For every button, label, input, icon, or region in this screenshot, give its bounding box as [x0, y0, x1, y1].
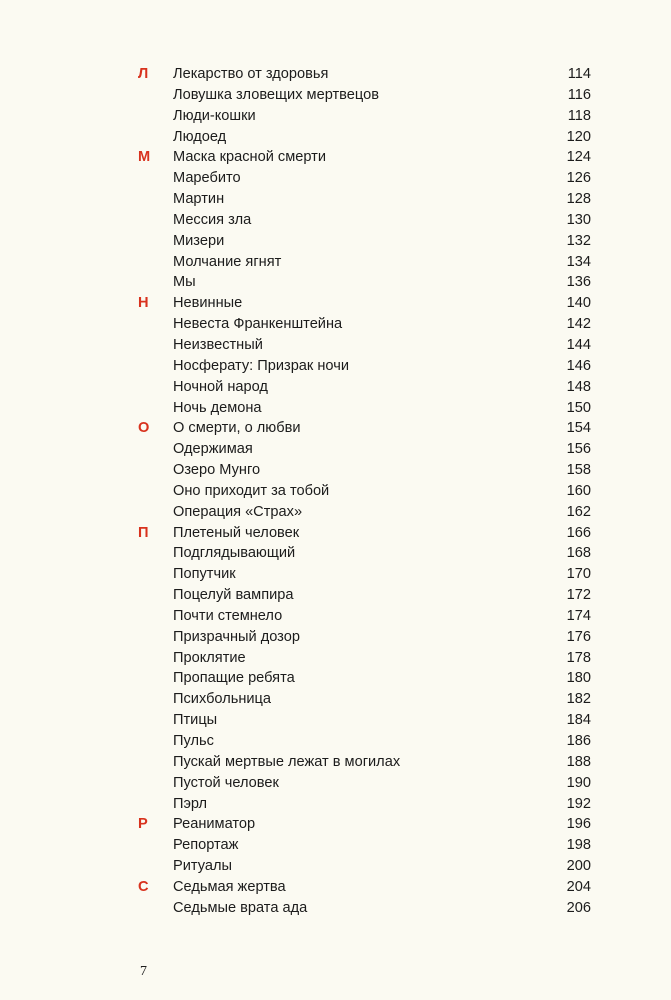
entry-title: Людоед	[173, 128, 227, 145]
entry-page-number: 140	[566, 295, 591, 312]
entry-title: О смерти, о любви	[173, 420, 301, 437]
entry-title: Реаниматор	[173, 816, 256, 833]
entry-title: Операция «Страх»	[173, 503, 303, 520]
entry-title: Оно приходит за тобой	[173, 482, 330, 499]
toc-entry	[0, 439, 671, 460]
entry-title: Птицы	[173, 712, 218, 729]
toc-entry	[0, 335, 671, 356]
toc-entry	[0, 252, 671, 273]
entry-page-number: 136	[566, 274, 591, 291]
entry-title: Люди-кошки	[173, 107, 256, 124]
section-letter: С	[138, 878, 149, 895]
entry-title: Седьмая жертва	[173, 878, 286, 895]
toc-entry	[0, 502, 671, 523]
toc-entry	[0, 85, 671, 106]
entry-page-number: 114	[567, 66, 591, 82]
entry-page-number: 132	[566, 232, 591, 249]
entry-title: Проклятие	[173, 649, 246, 666]
entry-title: Молчание ягнят	[173, 253, 282, 270]
section-letter: Л	[138, 66, 149, 82]
toc-entry	[0, 189, 671, 210]
entry-title: Маска красной смерти	[173, 149, 326, 166]
entry-page-number: 184	[566, 712, 591, 729]
toc-entry	[0, 127, 671, 148]
entry-title: Носферату: Призрак ночи	[173, 357, 349, 374]
entry-title: Пэрл	[173, 795, 208, 812]
entry-page-number: 180	[566, 670, 591, 687]
entry-title: Пускай мертвые лежат в могилах	[173, 753, 401, 770]
entry-page-number: 118	[567, 107, 591, 124]
toc-entry	[0, 106, 671, 127]
toc-entry	[0, 606, 671, 627]
toc-entry	[0, 668, 671, 689]
toc-entry	[0, 877, 671, 898]
toc-entry	[0, 752, 671, 773]
toc-entry	[0, 356, 671, 377]
entry-title: Пропащие ребята	[173, 670, 295, 687]
entry-title: Озеро Мунго	[173, 462, 261, 479]
entry-title: Подглядывающий	[173, 545, 296, 562]
entry-title: Одержимая	[173, 441, 253, 458]
toc-entry	[0, 773, 671, 794]
entry-page-number: 186	[566, 733, 591, 749]
toc-entry	[0, 398, 671, 419]
entry-title: Призрачный дозор	[173, 628, 300, 645]
section-letter: Р	[138, 816, 148, 833]
entry-page-number: 116	[567, 86, 591, 103]
entry-page-number: 170	[566, 566, 591, 583]
page-number: 7	[140, 964, 147, 979]
entry-title: Пустой человек	[173, 774, 279, 791]
entry-title: Почти стемнело	[173, 607, 283, 624]
entry-page-number: 120	[566, 128, 591, 145]
toc-entry	[0, 168, 671, 189]
entry-page-number: 192	[566, 795, 591, 812]
toc-entry	[0, 794, 671, 815]
entry-title: Плетеный человек	[173, 524, 300, 541]
toc-entry	[0, 898, 671, 919]
toc-entry	[0, 210, 671, 231]
section-letter: О	[138, 420, 150, 437]
toc-entry	[0, 418, 671, 439]
entry-page-number: 174	[566, 607, 591, 624]
entry-page-number: 124	[566, 149, 591, 166]
entry-page-number: 196	[566, 816, 591, 833]
toc-entry	[0, 689, 671, 710]
entry-page-number: 188	[566, 753, 591, 770]
table-of-contents	[0, 64, 671, 919]
entry-page-number: 176	[566, 628, 591, 645]
entry-title: Мессия зла	[173, 211, 252, 228]
entry-page-number: 156	[566, 441, 591, 458]
entry-page-number: 128	[566, 191, 591, 208]
entry-page-number: 206	[566, 899, 591, 916]
entry-title: Репортаж	[173, 837, 239, 854]
entry-title: Мартин	[173, 191, 225, 208]
entry-page-number: 182	[566, 691, 591, 708]
entry-title: Мы	[173, 274, 196, 291]
entry-page-number: 146	[566, 357, 591, 374]
entry-title: Маребито	[173, 170, 241, 187]
entry-title: Попутчик	[173, 566, 236, 583]
entry-title: Пульс	[173, 733, 214, 749]
entry-page-number: 190	[566, 774, 591, 791]
toc-entry	[0, 814, 671, 835]
toc-entry	[0, 856, 671, 877]
entry-page-number: 172	[566, 587, 591, 604]
entry-page-number: 200	[566, 858, 591, 875]
entry-title: Невинные	[173, 295, 243, 312]
section-letter: М	[138, 149, 151, 166]
entry-page-number: 198	[566, 837, 591, 854]
toc-entry	[0, 627, 671, 648]
entry-title: Ловушка зловещих мертвецов	[173, 86, 379, 103]
toc-entry	[0, 460, 671, 481]
entry-title: Невеста Франкенштейна	[173, 316, 343, 333]
toc-entry	[0, 523, 671, 544]
entry-page-number: 158	[566, 462, 591, 479]
entry-page-number: 162	[566, 503, 591, 520]
entry-title: Седьмые врата ада	[173, 899, 308, 916]
entry-page-number: 142	[566, 316, 591, 333]
section-letter: П	[138, 524, 149, 541]
toc-entry	[0, 147, 671, 168]
toc-entry	[0, 835, 671, 856]
toc-entry	[0, 648, 671, 669]
toc-entry	[0, 377, 671, 398]
entry-page-number: 178	[566, 649, 591, 666]
toc-entry	[0, 481, 671, 502]
entry-title: Ритуалы	[173, 858, 232, 875]
entry-title: Мизери	[173, 232, 225, 249]
entry-page-number: 154	[566, 420, 591, 437]
toc-entry	[0, 293, 671, 314]
toc-entry	[0, 64, 671, 85]
toc-entry	[0, 543, 671, 564]
entry-page-number: 160	[566, 482, 591, 499]
entry-page-number: 134	[566, 253, 591, 270]
toc-entry	[0, 731, 671, 752]
entry-page-number: 148	[566, 378, 591, 395]
entry-title: Лекарство от здоровья	[173, 66, 329, 82]
entry-title: Ночной народ	[173, 378, 268, 395]
entry-page-number: 130	[566, 211, 591, 228]
toc-entry	[0, 231, 671, 252]
toc-entry	[0, 585, 671, 606]
toc-entry	[0, 564, 671, 585]
entry-title: Психбольница	[173, 691, 272, 708]
toc-entry	[0, 314, 671, 335]
entry-page-number: 204	[566, 878, 591, 895]
entry-page-number: 166	[566, 524, 591, 541]
entry-page-number: 168	[566, 545, 591, 562]
section-letter: Н	[138, 295, 149, 312]
entry-page-number: 150	[566, 399, 591, 416]
entry-page-number: 126	[566, 170, 591, 187]
toc-entry	[0, 272, 671, 293]
entry-title: Неизвестный	[173, 336, 263, 353]
toc-entry	[0, 710, 671, 731]
entry-title: Ночь демона	[173, 399, 262, 416]
entry-page-number: 144	[566, 336, 591, 353]
entry-title: Поцелуй вампира	[173, 587, 294, 604]
